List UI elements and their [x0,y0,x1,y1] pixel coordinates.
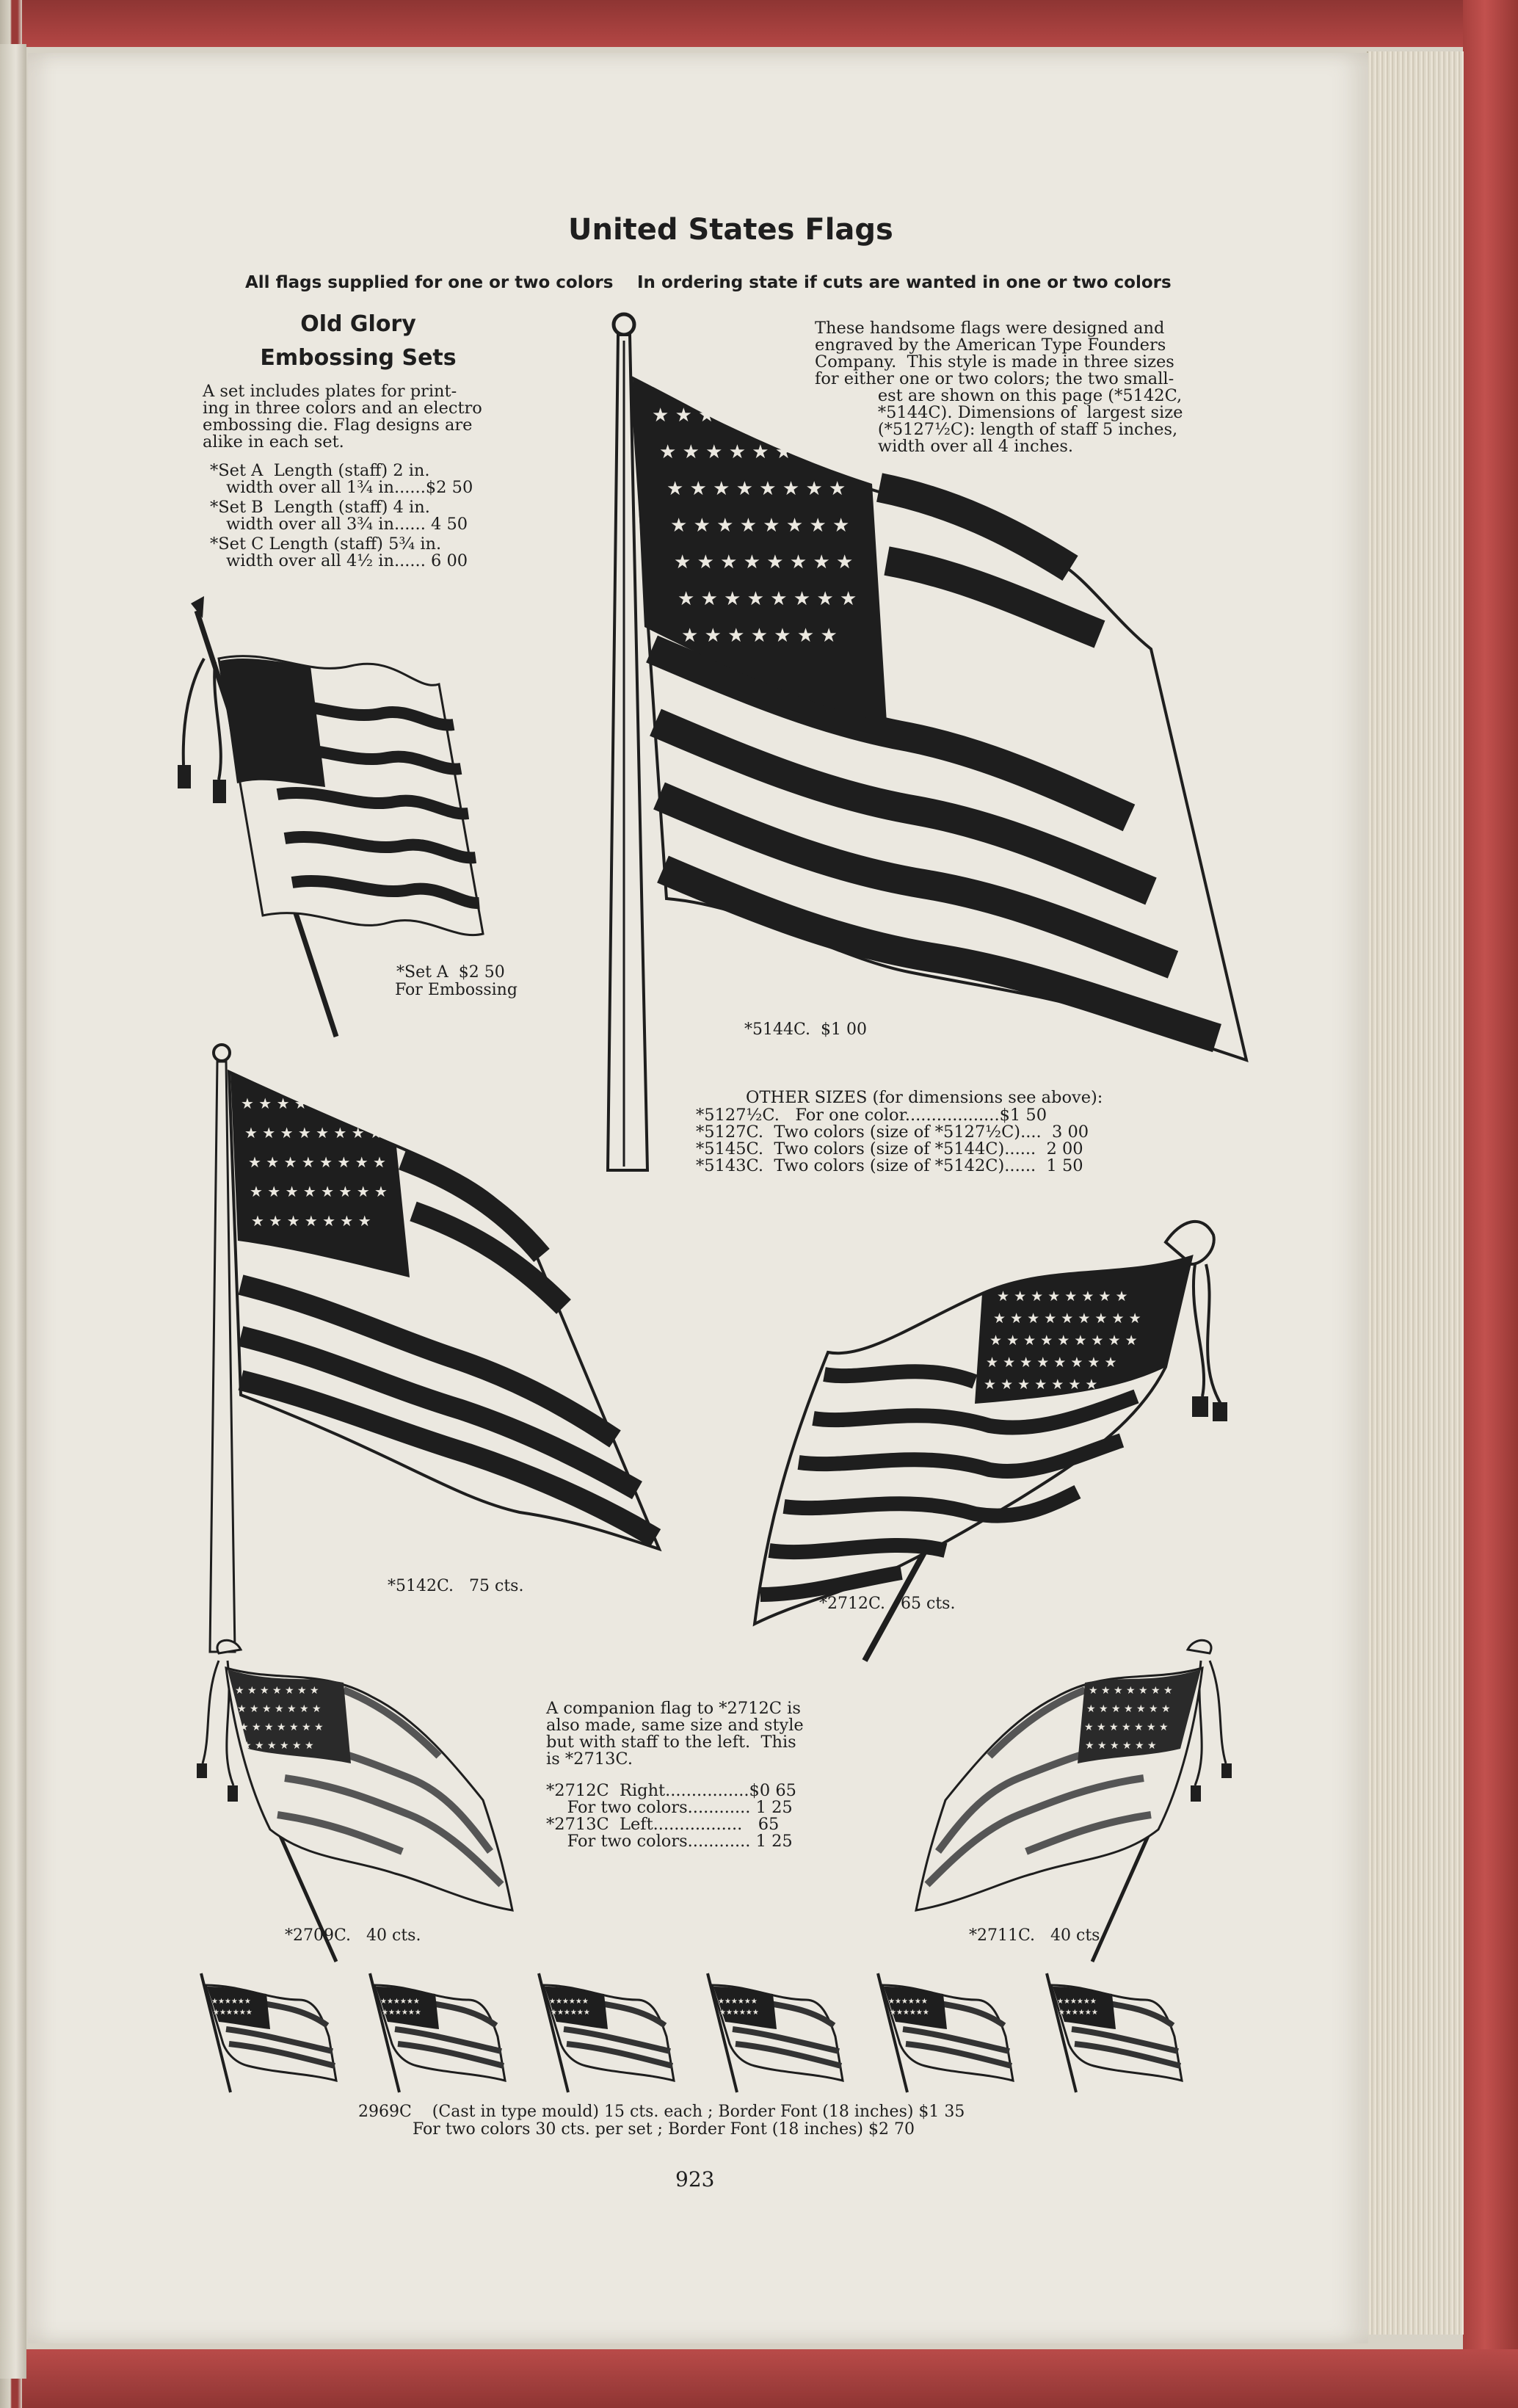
border-font-flag-icon [366,1970,512,2095]
svg-text:★ ★ ★ ★ ★ ★ ★: ★ ★ ★ ★ ★ ★ ★ [237,1703,322,1715]
svg-text:★ ★ ★ ★ ★ ★ ★: ★ ★ ★ ★ ★ ★ ★ [241,1095,361,1112]
svg-text:★ ★ ★ ★ ★ ★ ★ ★: ★ ★ ★ ★ ★ ★ ★ ★ [244,1124,382,1142]
price-2713c-left: *2713C Left................. 65 [546,1815,780,1834]
companion-text: A companion flag to *2712C is also made, same size and style but with staff to the left. This is *2713C. [546,1699,804,1769]
page-edges [1367,51,1464,2335]
subheader-left: All flags supplied for one or two colors [245,273,614,292]
svg-text:★★★★★★: ★★★★★★ [549,1998,589,2006]
flag-5142c-illustration [204,1042,674,1659]
facing-page-edge [0,44,26,2379]
page-number: 923 [675,2167,715,2191]
book-cover-right [1463,0,1518,2408]
price-2713c-two-colors: For two colors............ 1 25 [546,1832,793,1851]
border-font-flag-icon [703,1970,850,2095]
svg-text:★ ★ ★ ★ ★ ★ ★ ★: ★ ★ ★ ★ ★ ★ ★ ★ [248,1153,386,1171]
svg-text:★★★★★★: ★★★★★★ [382,2009,421,2017]
flag-2712c-caption: *2712C. 65 cts. [819,1595,956,1613]
flag-5144c-caption: *5144C. $1 00 [744,1020,867,1039]
svg-text:★ ★ ★ ★ ★ ★ ★ ★: ★ ★ ★ ★ ★ ★ ★ ★ [674,551,854,573]
svg-text:★★★★★★: ★★★★★★ [719,2009,759,2017]
svg-text:★ ★ ★ ★ ★ ★ ★: ★ ★ ★ ★ ★ ★ ★ [235,1685,319,1697]
svg-text:★ ★ ★ ★ ★ ★ ★ ★: ★ ★ ★ ★ ★ ★ ★ ★ [667,478,846,500]
border-font-line1: 2969C (Cast in type mould) 15 cts. each ; Border Font (18 inches) $1 35 [358,2103,965,2121]
catalog-page [28,53,1368,2343]
svg-text:★ ★ ★ ★ ★ ★ ★: ★ ★ ★ ★ ★ ★ ★ [984,1377,1098,1393]
svg-text:★★★★★★: ★★★★★★ [213,2009,253,2017]
svg-text:★ ★ ★ ★ ★ ★ ★ ★: ★ ★ ★ ★ ★ ★ ★ ★ [997,1288,1128,1305]
svg-text:★★★★★★: ★★★★★★ [888,1998,928,2006]
price-2712c-right: *2712C Right................$0 65 [546,1781,796,1800]
other-sizes-heading: OTHER SIZES (for dimensions see above): [746,1088,1103,1107]
page-title: United States Flags [568,213,893,247]
price-2712c-two-colors: For two colors............ 1 25 [546,1798,793,1817]
flag-2711c-illustration [901,1639,1239,1969]
svg-text:★ ★ ★ ★ ★ ★ ★: ★ ★ ★ ★ ★ ★ ★ [1089,1685,1173,1697]
flag-2711c-caption: *2711C. 40 cts. [969,1926,1105,1945]
other-size-5127-half-c: *5127½C. For one color..................$1 50 [696,1106,1047,1125]
border-font-line2: For two colors 30 cts. per set ; Border Font (18 inches) $2 70 [413,2120,915,2139]
svg-text:★ ★ ★ ★ ★ ★ ★: ★ ★ ★ ★ ★ ★ ★ [652,405,808,427]
set-c-line2: width over all 4½ in...... 6 00 [226,551,468,570]
svg-text:★★★★★★: ★★★★★★ [1058,2009,1098,2017]
svg-text:★ ★ ★ ★ ★ ★ ★: ★ ★ ★ ★ ★ ★ ★ [1084,1722,1169,1733]
svg-text:★★★★★★: ★★★★★★ [211,1998,251,2006]
svg-text:★ ★ ★ ★ ★ ★ ★ ★: ★ ★ ★ ★ ★ ★ ★ ★ [670,515,850,537]
border-font-flag-icon [197,1970,344,2095]
svg-text:★ ★ ★ ★ ★ ★: ★ ★ ★ ★ ★ ★ [1085,1740,1157,1752]
set-a-caption-line2: For Embossing [395,981,518,999]
svg-text:★ ★ ★ ★ ★ ★ ★: ★ ★ ★ ★ ★ ★ ★ [239,1722,324,1733]
flag-2709c-caption: *2709C. 40 cts. [285,1926,421,1945]
border-font-flag-icon [1042,1970,1189,2095]
other-size-5127c: *5127C. Two colors (size of *5127½C).... 3 00 [696,1123,1089,1142]
svg-text:★★★★★★: ★★★★★★ [551,2009,590,2017]
svg-text:★ ★ ★ ★ ★ ★: ★ ★ ★ ★ ★ ★ [242,1740,314,1752]
svg-text:★ ★ ★ ★ ★ ★ ★ ★ ★: ★ ★ ★ ★ ★ ★ ★ ★ ★ [993,1310,1141,1327]
flag-2709c-illustration [189,1639,527,1969]
svg-text:★ ★ ★ ★ ★ ★ ★: ★ ★ ★ ★ ★ ★ ★ [681,625,838,647]
svg-text:★★★★★★: ★★★★★★ [890,2009,929,2017]
old-glory-heading: Old Glory [300,311,416,337]
svg-text:★ ★ ★ ★ ★ ★ ★ ★: ★ ★ ★ ★ ★ ★ ★ ★ [250,1183,388,1200]
border-font-flag-icon [534,1970,681,2095]
other-size-5143c: *5143C. Two colors (size of *5142C)...... 1 50 [696,1156,1083,1175]
svg-text:★★★★★★: ★★★★★★ [1057,1998,1097,2006]
set-a-line2: width over all 1¾ in......$2 50 [226,478,473,497]
flag-5142c-caption: *5142C. 75 cts. [388,1577,524,1595]
set-a-embossing-flag-illustration [175,596,586,1051]
set-c-line1: *Set C Length (staff) 5¾ in. [210,534,442,554]
book-cover-bottom [22,2349,1518,2408]
svg-text:★ ★ ★ ★ ★ ★ ★: ★ ★ ★ ★ ★ ★ ★ [251,1212,371,1230]
set-b-line1: *Set B Length (staff) 4 in. [210,498,430,517]
intro-text: These handsome flags were designed and engraved by the American Type Founders Company. This style is made in three sizes for either one or two colors; the two small- est are shown on this page (*5142C, *5144C). Dimensions of largest size (*5127½C): length of staff 5 inches, width over all 4 inches. [815,319,1183,456]
svg-text:★ ★ ★ ★ ★ ★ ★ ★ ★: ★ ★ ★ ★ ★ ★ ★ ★ ★ [989,1332,1138,1349]
book-cover-top [22,0,1518,47]
flag-5144c-illustration [571,311,1276,1178]
other-size-5145c: *5145C. Two colors (size of *5144C)...... 2 00 [696,1139,1083,1158]
svg-text:★★★★★★: ★★★★★★ [380,1998,420,2006]
border-font-flag-icon [874,1970,1020,2095]
set-a-line1: *Set A Length (staff) 2 in. [210,461,430,480]
svg-text:★★★★★★: ★★★★★★ [718,1998,758,2006]
svg-text:★ ★ ★ ★ ★ ★ ★: ★ ★ ★ ★ ★ ★ ★ [1086,1703,1171,1715]
svg-text:★ ★ ★ ★ ★ ★ ★ ★: ★ ★ ★ ★ ★ ★ ★ ★ [678,588,857,610]
old-glory-description: A set includes plates for print- ing in three colors and an electro embossing die. Flag designs are alike in each set. [203,382,482,452]
set-b-line2: width over all 3¾ in...... 4 50 [226,515,468,534]
embossing-sets-heading: Embossing Sets [260,345,457,371]
svg-text:★ ★ ★ ★ ★ ★ ★ ★: ★ ★ ★ ★ ★ ★ ★ ★ [986,1354,1117,1371]
svg-text:★ ★ ★ ★ ★ ★ ★ ★: ★ ★ ★ ★ ★ ★ ★ ★ [659,441,839,463]
set-a-caption-line1: *Set A $2 50 [396,963,505,982]
subheader-right: In ordering state if cuts are wanted in one or two colors [637,273,1172,292]
